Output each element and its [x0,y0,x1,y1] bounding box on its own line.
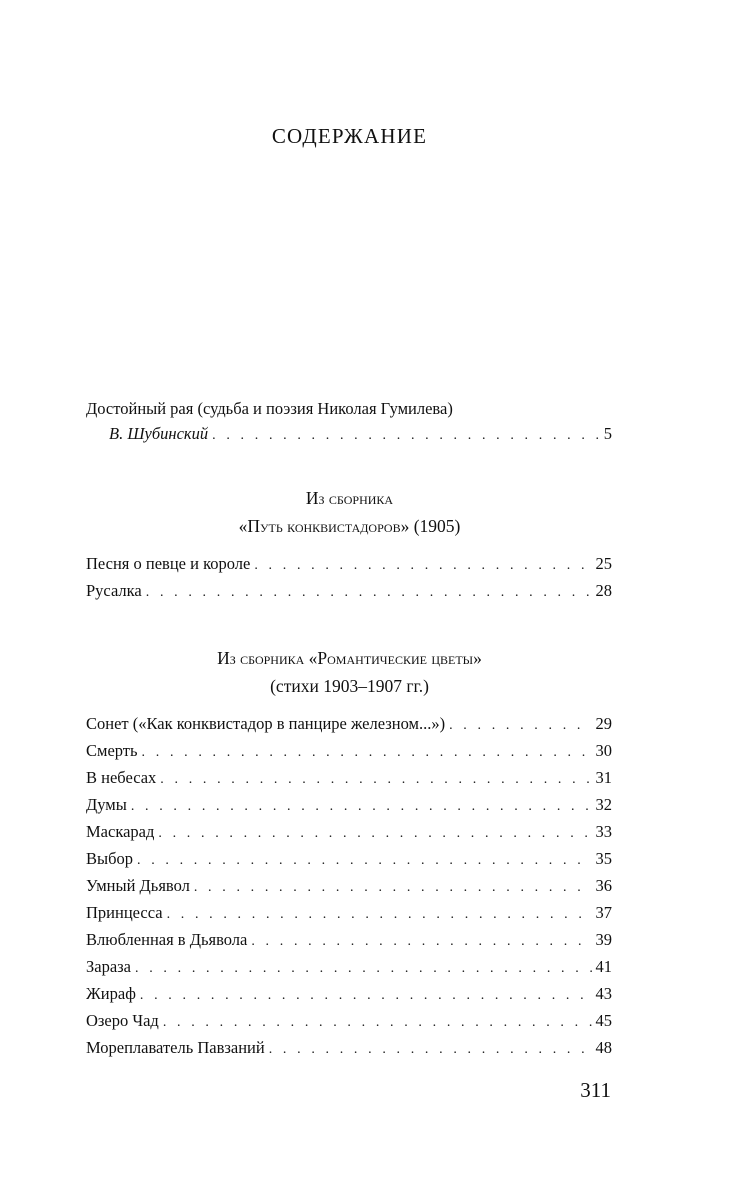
toc-entry-title: Смерть [86,741,138,760]
toc-entry-title: Маскарад [86,822,155,841]
toc-entry [86,926,612,953]
dot-leader [194,874,592,901]
dot-leader [269,1036,592,1063]
toc-entry-title: Озеро Чад [86,1011,159,1030]
toc-page-number: 31 [595,768,612,787]
page-folio-number: 311 [580,1078,611,1102]
toc-section-list [86,710,612,1061]
toc-entry-title: Думы [86,795,127,814]
section-heading-title: «Путь конквистадоров» (1905) [238,516,461,536]
dot-leader [167,901,592,928]
dot-leader [254,552,591,579]
section-heading-line2 [0,512,699,540]
toc-entry-title: Жираф [86,984,136,1003]
toc-page-number: 29 [595,714,612,733]
toc-entry-title: В небесах [86,768,157,787]
toc-entry [86,953,612,980]
toc-page-number: 37 [595,903,612,922]
toc-entry [86,899,612,926]
toc-page-number: 5 [603,424,612,443]
dot-leader [160,766,591,793]
toc-page-number: 45 [595,1011,612,1030]
toc-entry [86,710,612,737]
dot-leader [135,955,591,982]
toc-entry [86,818,612,845]
dot-leader [131,793,592,820]
toc-page-number: 30 [595,741,612,760]
toc-entry [86,1007,612,1034]
page-title: СОДЕРЖАНИЕ [271,124,428,148]
toc-entry [86,1034,612,1061]
toc-entry [86,791,612,818]
toc-entry-title: Зараза [86,957,132,976]
section-heading-line1: Из сборника «Романтические цветы» [217,648,482,668]
toc-entry-title: Влюбленная в Дьявола [86,930,248,949]
dot-leader [449,712,591,739]
toc-entry-title: Русалка [86,581,142,600]
toc-page-number: 33 [595,822,612,841]
toc-entry-intro-author [86,421,612,446]
toc-entry [86,980,612,1007]
toc-entry-title: Сонет («Как конквистадор в панцире железном...») [86,714,446,733]
toc-page-number: 39 [595,930,612,949]
toc-page-number: 32 [595,795,612,814]
toc-entry-title: Умный Дьявол [86,876,190,895]
toc-entry-title: Песня о певце и короле [86,554,251,573]
toc-entry-title: Мореплаватель Павзаний [86,1038,265,1057]
toc-page-number: 25 [595,554,612,573]
dot-leader [163,1009,592,1036]
toc-entry [86,872,612,899]
dot-leader [142,739,592,766]
toc-entry [86,764,612,791]
toc-page-number: 35 [595,849,612,868]
toc-page-number: 48 [595,1038,612,1057]
dot-leader [146,579,592,606]
toc-entry-title: Достойный рая (судьба и поэзия Николая Гумилева) [86,399,453,418]
toc-page-number: 28 [595,581,612,600]
toc-intro [86,396,612,446]
dot-leader [251,928,591,955]
dot-leader [137,847,592,874]
dot-leader [158,820,591,847]
toc-entry [86,845,612,872]
toc-entry [86,550,612,577]
toc-entry [86,737,612,764]
toc-entry-author: В. Шубинский [109,424,209,443]
toc-entry-title: Выбор [86,849,133,868]
dot-leader [212,423,600,448]
section-heading [0,644,699,700]
toc-entry-title: Принцесса [86,903,163,922]
toc-page-number: 36 [595,876,612,895]
toc-section-list [86,550,612,604]
dot-leader [140,982,592,1009]
section-heading-line1: Из сборника [305,488,394,508]
toc-entry [86,577,612,604]
section-heading [0,484,699,540]
section-heading-line2: (стихи 1903–1907 гг.) [270,676,429,696]
toc-page-number: 43 [595,984,612,1003]
toc-page-number: 41 [595,957,612,976]
toc-entry-intro-title [86,396,612,421]
